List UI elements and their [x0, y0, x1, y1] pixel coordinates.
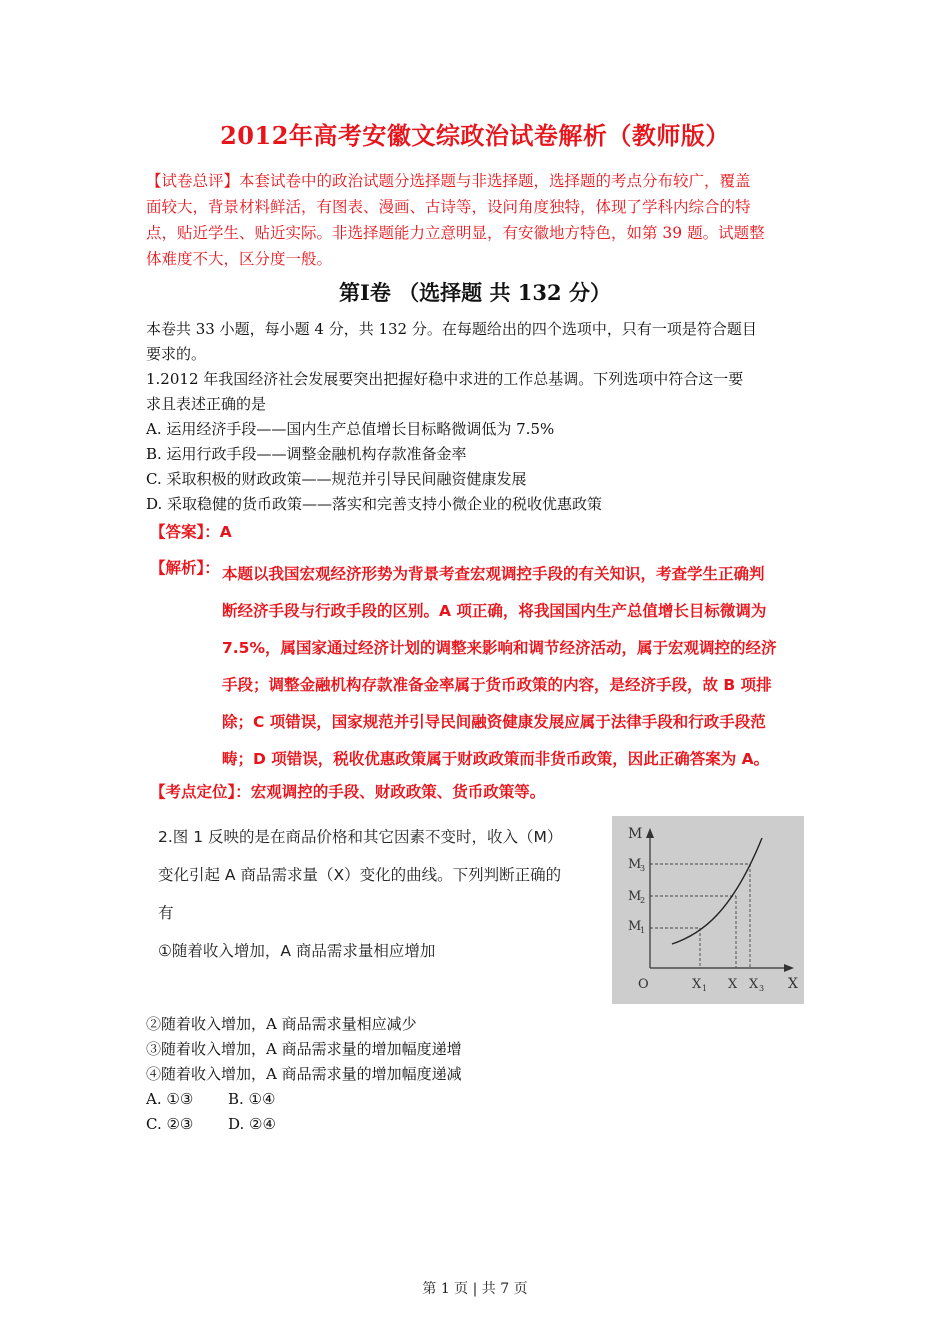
y-tick-sub: 1 [640, 926, 646, 935]
instructions [146, 317, 816, 367]
x-tick-sub: 3 [759, 984, 765, 993]
option-a: A. 运用经济手段——国内生产总值增长目标略微调低为 7.5% [146, 420, 555, 438]
y-tick-sub: 2 [640, 896, 646, 905]
y-tick-label: M [628, 919, 642, 934]
graph-background [612, 816, 804, 1004]
y-axis-label: M [628, 826, 643, 842]
statement-2: ②随着收入增加，A 商品需求量相应减少 [146, 1015, 417, 1033]
summary-line: 体难度不大，区分度一般。 [146, 250, 333, 268]
analysis-line: 7.5%，属国家通过经济计划的调整来影响和调节经济活动，属于宏观调控的经济 [222, 639, 777, 657]
analysis-label: 【解析】： [150, 559, 220, 577]
origin-label: O [638, 977, 649, 992]
instructions-line: 本卷共 33 小题，每小题 4 分，共 132 分。在每题给出的四个选项中，只有一项是符合题目 [146, 320, 757, 338]
choice-a: A. ①③ [146, 1090, 194, 1108]
analysis-line: 手段；调整金融机构存款准备金率属于货币政策的内容，是经济手段，故 B 项排 [222, 676, 772, 694]
question-stem-line: 1.2012 年我国经济社会发展要突出把握好稳中求进的工作总基调。下列选项中符合这一要 [146, 370, 744, 388]
choice-row [146, 1087, 746, 1112]
page-title: 2012年高考安徽文综政治试卷解析（教师版） [220, 121, 730, 150]
choice-b: B. ①④ [228, 1090, 276, 1108]
answer-label: 【答案】：A [150, 523, 232, 541]
x-tick-label: X [728, 977, 738, 992]
knowledge-point: 【考点定位】：宏观调控的手段、财政政策、货币政策等。 [150, 783, 546, 801]
analysis-line: 除；C 项错误，国家规范并引导民间融资健康发展应属于法律手段和行政手段范 [222, 713, 766, 731]
question-stem-line: 2.图 1 反映的是在商品价格和其它因素不变时，收入（M） [158, 828, 563, 846]
x-tick-sub: 1 [702, 984, 708, 993]
instructions-line: 要求的。 [146, 345, 207, 363]
graph-svg [612, 816, 804, 1004]
x-tick-label: X [749, 977, 759, 992]
y-tick-label: M [628, 857, 642, 872]
analysis-line: 本题以我国宏观经济形势为背景考查宏观调控手段的有关知识，考查学生正确判 [222, 565, 765, 583]
analysis-text [222, 556, 816, 778]
question-stem-line: 求且表述正确的是 [146, 395, 267, 413]
question-stem-line: 有 [158, 904, 174, 922]
option-d: D. 采取稳健的货币政策——落实和完善支持小微企业的税收优惠政策 [146, 495, 603, 513]
summary-line: 面较大，背景材料鲜活，有图表、漫画、古诗等，设问角度独特，体现了学科内综合的特 [146, 198, 751, 216]
x-tick-label: X [692, 977, 702, 992]
analysis-line: 畴；D 项错误，税收优惠政策属于财政政策而非货币政策，因此正确答案为 A。 [222, 750, 770, 768]
statement-3: ③随着收入增加，A 商品需求量的增加幅度递增 [146, 1040, 462, 1058]
section-title: 第Ⅰ卷 （选择题 共 132 分） [339, 280, 611, 305]
statement-1: ①随着收入增加，A 商品需求量相应增加 [158, 942, 436, 960]
question-1 [146, 367, 816, 517]
page-footer: 第 1 页 | 共 7 页 [422, 1281, 528, 1297]
statement-4: ④随着收入增加，A 商品需求量的增加幅度递减 [146, 1065, 462, 1083]
choice-d: D. ②④ [228, 1115, 276, 1133]
summary-line: 【试卷总评】本套试卷中的政治试题分选择题与非选择题，选择题的考点分布较广，覆盖 [146, 172, 751, 190]
question-2-stem [158, 818, 602, 970]
summary-line: 点，贴近学生、贴近实际。非选择题能力立意明显，有安徽地方特色，如第 39 题。试题整 [146, 224, 765, 242]
option-b: B. 运用行政手段——调整金融机构存款准备金率 [146, 445, 467, 463]
income-demand-graph [612, 816, 804, 1004]
exam-summary [146, 168, 812, 272]
question-stem-line: 变化引起 A 商品需求量（X）变化的曲线。下列判断正确的 [158, 866, 562, 884]
y-tick-label: M [628, 889, 642, 904]
question-2-items [146, 1012, 746, 1137]
option-c: C. 采取积极的财政政策——规范并引导民间融资健康发展 [146, 470, 527, 488]
choice-row [146, 1112, 746, 1137]
y-tick-sub: 3 [640, 864, 646, 873]
choice-c: C. ②③ [146, 1115, 194, 1133]
analysis-line: 断经济手段与行政手段的区别。A 项正确，将我国国内生产总值增长目标微调为 [222, 602, 767, 620]
x-axis-label: X [788, 976, 798, 992]
